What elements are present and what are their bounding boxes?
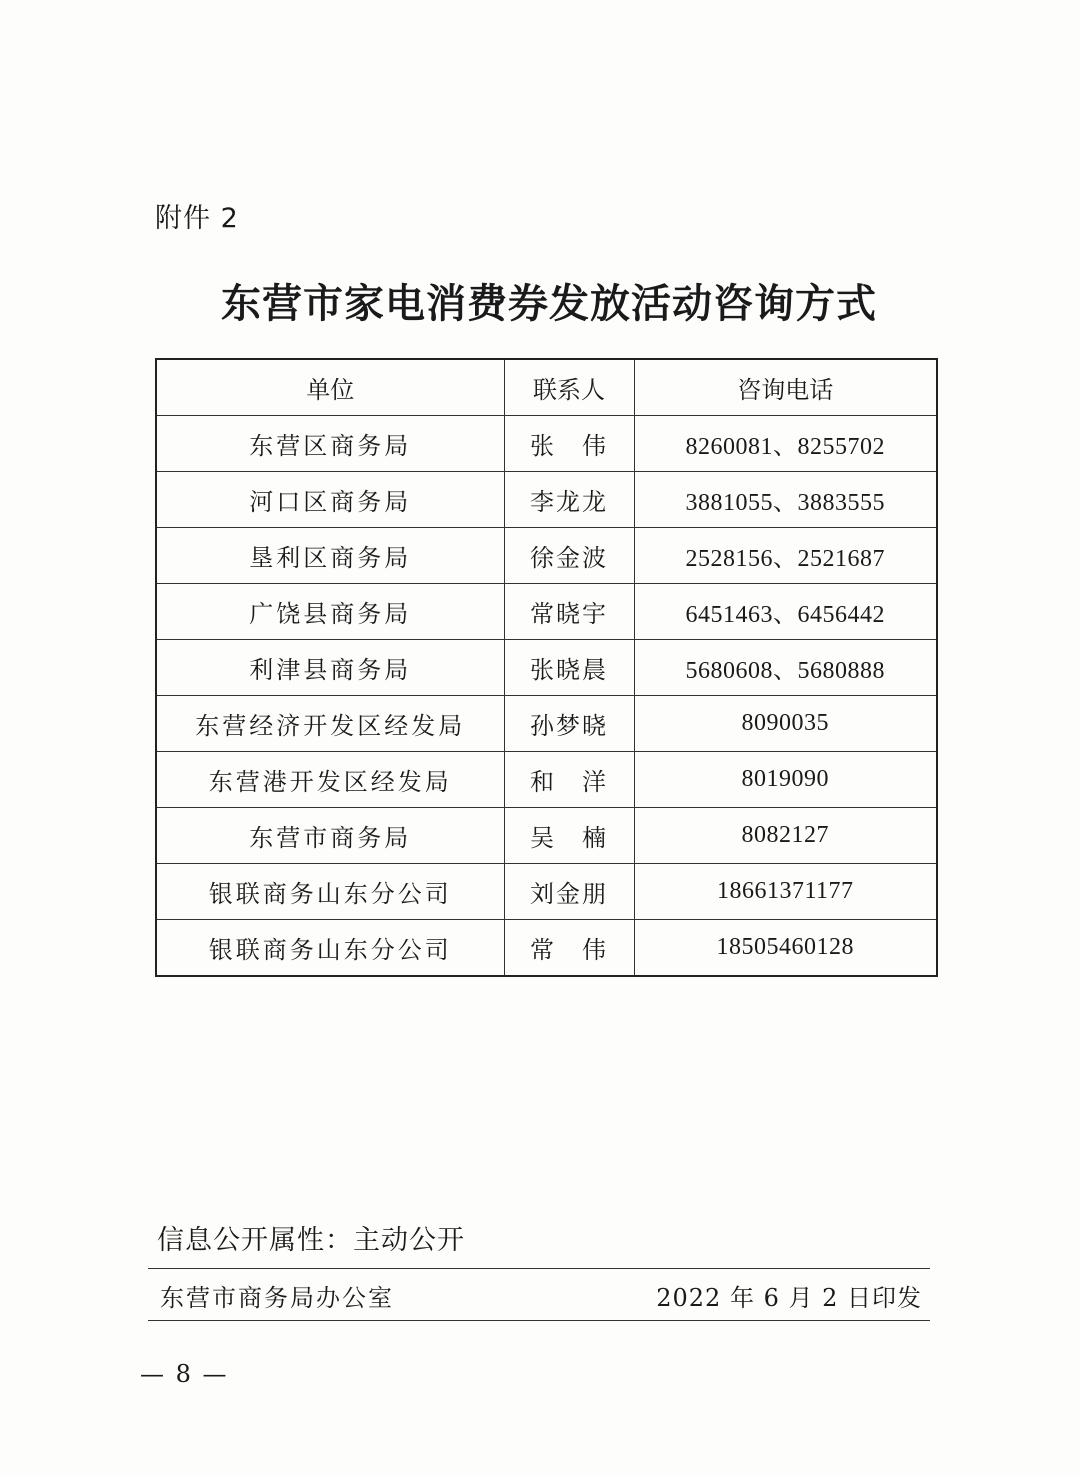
phone-cell: 8260081、8255702 — [634, 416, 937, 472]
phone-cell: 2528156、2521687 — [634, 528, 937, 584]
table-row — [156, 752, 937, 808]
contact-cell: 张晓晨 — [504, 640, 634, 696]
table-row — [156, 472, 937, 528]
document-title: 东营市家电消费券发放活动咨询方式 — [221, 281, 877, 327]
unit-cell: 银联商务山东分公司 — [156, 864, 504, 920]
table-row — [156, 808, 937, 864]
unit-cell: 利津县商务局 — [156, 640, 504, 696]
table-row — [156, 584, 937, 640]
unit-cell: 河口区商务局 — [156, 472, 504, 528]
contact-table — [155, 358, 938, 977]
contact-cell: 吴 楠 — [504, 808, 634, 864]
page-number: — 8 — — [140, 1360, 229, 1388]
phone-cell: 18661371177 — [634, 864, 937, 920]
unit-cell: 东营经济开发区经发局 — [156, 696, 504, 752]
table-row — [156, 528, 937, 584]
contact-cell: 刘金朋 — [504, 864, 634, 920]
unit-cell: 银联商务山东分公司 — [156, 920, 504, 977]
table-row — [156, 696, 937, 752]
table-row — [156, 920, 937, 977]
unit-cell: 东营区商务局 — [156, 416, 504, 472]
table-header-row — [156, 359, 937, 416]
phone-cell: 6451463、6456442 — [634, 584, 937, 640]
phone-cell: 3881055、3883555 — [634, 472, 937, 528]
unit-cell: 东营市商务局 — [156, 808, 504, 864]
issue-date: 2022 年 6 月 2 日印发 — [656, 1284, 922, 1312]
contact-cell: 常晓宇 — [504, 584, 634, 640]
unit-cell: 垦利区商务局 — [156, 528, 504, 584]
attachment-label: 附件 2 — [155, 203, 239, 234]
header-contact: 联系人 — [504, 359, 634, 416]
phone-cell: 5680608、5680888 — [634, 640, 937, 696]
unit-cell: 东营港开发区经发局 — [156, 752, 504, 808]
footer-divider-top — [148, 1268, 930, 1269]
contact-cell: 徐金波 — [504, 528, 634, 584]
phone-cell: 18505460128 — [634, 920, 937, 977]
table-row — [156, 864, 937, 920]
phone-cell: 8019090 — [634, 752, 937, 808]
contact-cell: 常 伟 — [504, 920, 634, 977]
contact-cell: 孙梦晓 — [504, 696, 634, 752]
header-unit: 单位 — [156, 359, 504, 416]
table-row — [156, 416, 937, 472]
contact-cell: 和 洋 — [504, 752, 634, 808]
contact-cell: 李龙龙 — [504, 472, 634, 528]
footer-divider-bottom — [148, 1320, 930, 1321]
phone-cell: 8090035 — [634, 696, 937, 752]
phone-cell: 8082127 — [634, 808, 937, 864]
unit-cell: 广饶县商务局 — [156, 584, 504, 640]
issuing-office: 东营市商务局办公室 — [160, 1284, 394, 1312]
contact-cell: 张 伟 — [504, 416, 634, 472]
header-phone: 咨询电话 — [634, 359, 937, 416]
table-row — [156, 640, 937, 696]
disclosure-attribute: 信息公开属性：主动公开 — [157, 1225, 465, 1256]
